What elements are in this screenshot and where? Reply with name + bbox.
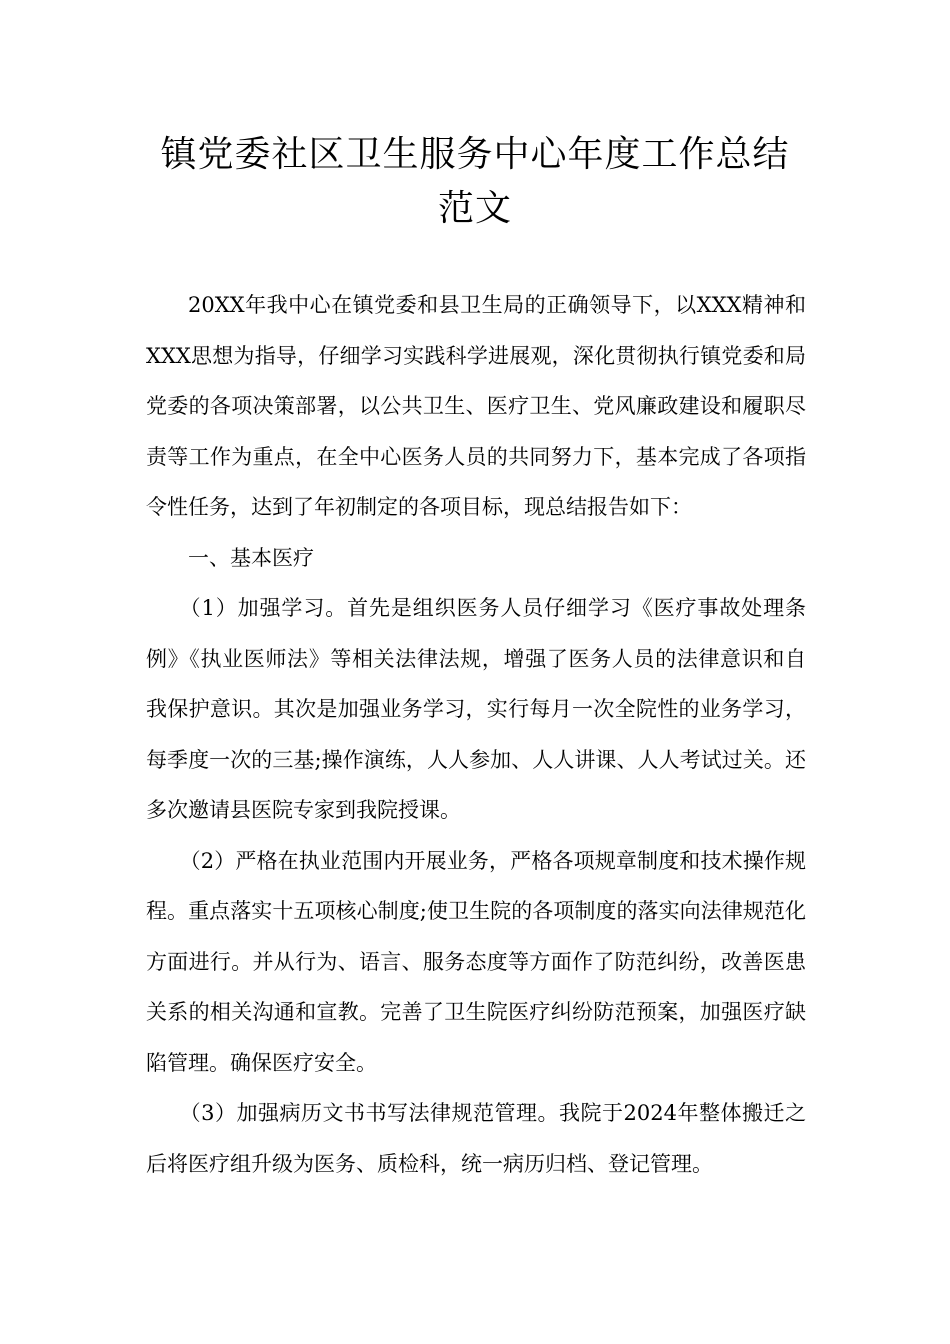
intro-paragraph: 20XX年我中心在镇党委和县卫生局的正确领导下，以XXX精神和XXX思想为指导，仔细学习实践科学进展观，深化贯彻执行镇党委和局党委的各项决策部署，以公共卫生、医疗卫生、党风廉政建设和履职尽责等工作为重点，在全中心医务人员的共同努力下，基本完成了各项指令性任务，达到了年初制定的各项目标，现总结报告如下： xyxy=(146,293,806,519)
document-title xyxy=(120,128,830,236)
item-paragraph-3: （3）加强病历文书书写法律规范管理。我院于2024年整体搬迁之后将医疗组升级为医务、质检科，统一病历归档、登记管理。 xyxy=(146,1101,806,1176)
title-line-1: 镇党委社区卫生服务中心年度工作总结 xyxy=(160,134,790,175)
item-paragraph-2: （2）严格在执业范围内开展业务，严格各项规章制度和技术操作规程。重点落实十五项核心制度;使卫生院的各项制度的落实向法律规范化方面进行。并从行为、语言、服务态度等方面作了防范纠纷，改善医患关系的相关沟通和宣教。完善了卫生院医疗纠纷防范预案，加强医疗缺陷管理。确保医疗安全。 xyxy=(146,848,806,1075)
document-body xyxy=(146,280,806,1189)
title-line-2: 范文 xyxy=(437,188,512,229)
item-paragraph-1: （1）加强学习。首先是组织医务人员仔细学习《医疗事故处理条例》《执业医师法》等相关法律法规，增强了医务人员的法律意识和自我保护意识。其次是加强业务学习，实行每月一次全院性的业务学习，每季度一次的三基;操作演练，人人参加、人人讲课、人人考试过关。还多次邀请县医院专家到我院授课。 xyxy=(146,596,806,822)
section-heading-basic-medical: 一、基本医疗 xyxy=(188,545,314,570)
